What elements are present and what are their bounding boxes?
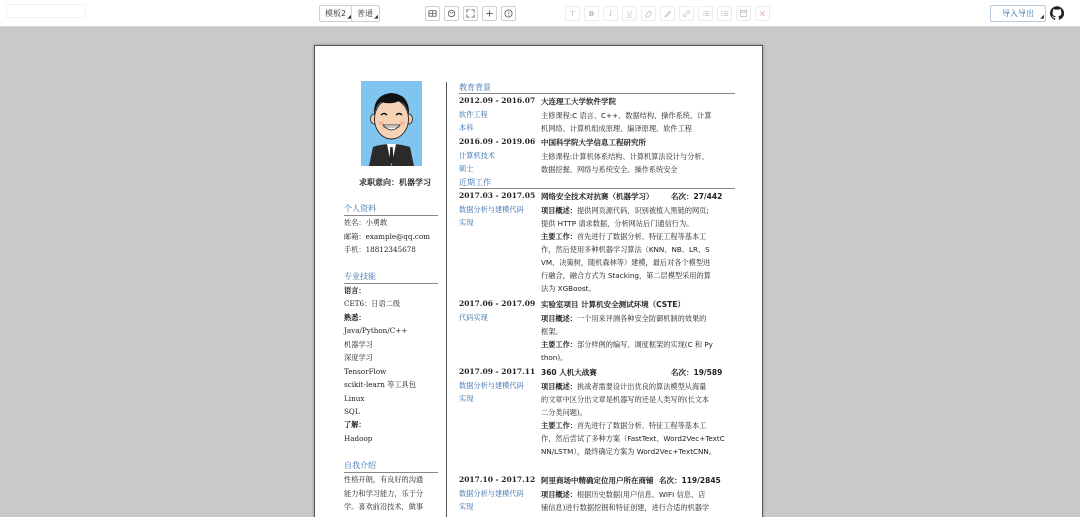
avatar bbox=[361, 81, 422, 166]
skill-line: TensorFlow bbox=[344, 367, 387, 376]
desc-line: 二分类问题)。 bbox=[541, 408, 587, 417]
desc-line: 主要工作：首先进行了数据分析、特征工程等基本工 bbox=[541, 421, 707, 430]
work-rank: 名次：19/589 bbox=[671, 368, 723, 377]
text-format-icon[interactable] bbox=[565, 6, 580, 21]
skill-line: Hadoop bbox=[344, 434, 373, 443]
bold-icon[interactable] bbox=[584, 6, 599, 21]
job-target: 求职意向：机器学习 bbox=[359, 178, 431, 187]
filename-input[interactable] bbox=[6, 4, 86, 18]
resume-page[interactable] bbox=[314, 45, 763, 517]
work-role: 数据分析与建模代码 bbox=[459, 381, 524, 390]
edu-school: 大连理工大学软件学院 bbox=[541, 97, 616, 106]
intro-line: 性格开朗，有良好的沟通 bbox=[344, 475, 424, 484]
work-rank: 名次：119/2845 bbox=[659, 476, 721, 485]
desc-line: 主要工作：首先进行了数据分析、特征工程等基本工 bbox=[541, 232, 707, 241]
desc-line: NN/LSTM），最终确定方案为 Word2Vec+TextCNN。 bbox=[541, 447, 716, 456]
edu-date: 2016.09 - 2019.06 bbox=[459, 137, 536, 146]
skill-line: 熟悉： bbox=[344, 313, 366, 322]
edu-courses bbox=[541, 109, 735, 135]
work-title: 阿里商场中精确定位用户所在商铺 bbox=[541, 476, 654, 485]
desc-line: 作，然后使用多种机器学习算法（KNN、NB、LR、S bbox=[541, 245, 710, 254]
personal-phone: 手机：18812345678 bbox=[344, 245, 416, 254]
desc-line: 提供 HTTP 请求数据，分析网站后门通信行为。 bbox=[541, 219, 694, 228]
italic-icon[interactable] bbox=[603, 6, 618, 21]
template-select-label: 模板2 bbox=[325, 9, 347, 18]
desc-line: 项目概述：挑战者需要设计出优良的算法模型从海量 bbox=[541, 382, 707, 391]
edu-date: 2012.09 - 2016.07 bbox=[459, 96, 536, 105]
skill-line: 机器学习 bbox=[344, 340, 373, 349]
personal-email: 邮箱：example@qq.com bbox=[344, 232, 430, 241]
desc-line: 项目概述：提供网页源代码，识别被植入黑链的网页; bbox=[541, 206, 709, 215]
desc-line: 框架。 bbox=[541, 327, 563, 336]
desc-line: 项目概述：根据历史数据(用户信息、WIFI 信息、店 bbox=[541, 490, 706, 499]
svg-text:?: ? bbox=[507, 11, 510, 18]
desc-line: 作，然后尝试了多种方案（FastText、Word2Vec+TextC bbox=[541, 434, 725, 443]
table-icon[interactable] bbox=[425, 6, 440, 21]
section-title-work: 近期工作 bbox=[459, 177, 735, 189]
caret-down-icon: ◢ bbox=[1040, 14, 1044, 20]
work-desc bbox=[541, 488, 735, 514]
template-select[interactable] bbox=[319, 5, 353, 22]
eraser-icon[interactable] bbox=[641, 6, 656, 21]
edu-major: 计算机技术 bbox=[459, 151, 495, 160]
svg-text:U: U bbox=[627, 10, 632, 18]
skill-line: Java/Python/C++ bbox=[344, 326, 408, 335]
work-title: 实验室项目 计算机安全测试环境（CSTE） bbox=[541, 300, 685, 309]
work-title: 360 人机大战赛 bbox=[541, 368, 597, 377]
pen-icon[interactable] bbox=[660, 6, 675, 21]
skill-line: scikit-learn 等工具包 bbox=[344, 380, 416, 389]
github-icon[interactable] bbox=[1050, 6, 1064, 20]
fullscreen-icon[interactable] bbox=[463, 6, 478, 21]
editor-toolbar bbox=[0, 0, 1080, 27]
edu-degree: 硕士 bbox=[459, 164, 474, 173]
desc-line: thon)。 bbox=[541, 353, 568, 362]
desc-line: 的文章中区分出文章是机器写的还是人类写的(长文本 bbox=[541, 395, 710, 404]
svg-text:1: 1 bbox=[702, 10, 705, 14]
edu-degree: 本科 bbox=[459, 123, 474, 132]
work-desc bbox=[541, 312, 735, 364]
work-role: 实现 bbox=[459, 502, 474, 511]
work-desc bbox=[541, 204, 735, 295]
work-date: 2017.06 - 2017.09 bbox=[459, 299, 536, 308]
section-title-skills: 专业技能 bbox=[344, 271, 438, 284]
skill-line: 语言： bbox=[344, 286, 366, 295]
close-icon[interactable] bbox=[755, 6, 770, 21]
section-title-personal: 个人资料 bbox=[344, 203, 438, 216]
edu-courses bbox=[541, 150, 735, 176]
skill-line: Linux bbox=[344, 394, 365, 403]
skill-line: 深度学习 bbox=[344, 353, 373, 362]
skill-line: 了解： bbox=[344, 420, 366, 429]
work-role: 实现 bbox=[459, 218, 474, 227]
intro-line: 能力和学习能力，乐于分 bbox=[344, 489, 424, 498]
underline-icon[interactable] bbox=[622, 6, 637, 21]
section-title-education: 教育背景 bbox=[459, 82, 735, 94]
desc-line: 法为 XGBoost。 bbox=[541, 284, 596, 293]
work-rank: 名次：27/442 bbox=[671, 192, 723, 201]
section-title-intro: 自我介绍 bbox=[344, 460, 438, 473]
svg-text:I: I bbox=[609, 9, 612, 18]
svg-text:B: B bbox=[588, 9, 595, 18]
svg-text:2: 2 bbox=[702, 14, 705, 18]
work-desc bbox=[541, 380, 735, 458]
mode-select-label: 普通 bbox=[357, 9, 373, 18]
work-role: 代码实现 bbox=[459, 313, 488, 322]
skill-line: SQL bbox=[344, 407, 360, 416]
add-icon[interactable] bbox=[482, 6, 497, 21]
work-role: 数据分析与建模代码 bbox=[459, 489, 524, 498]
work-date: 2017.09 - 2017.11 bbox=[459, 367, 536, 376]
desc-line: 行融合，融合方式为 Stacking，第二层模型采用的算 bbox=[541, 271, 711, 280]
personal-name: 姓名：小勇敢 bbox=[344, 218, 388, 227]
desc-line: 机网络、计算机组成原理、编译原理、软件工程 bbox=[541, 124, 692, 133]
work-role: 数据分析与建模代码 bbox=[459, 205, 524, 214]
help-icon[interactable] bbox=[501, 6, 516, 21]
work-role: 实现 bbox=[459, 394, 474, 403]
ordered-list-icon[interactable] bbox=[698, 6, 713, 21]
caret-down-icon: ◢ bbox=[374, 14, 378, 20]
work-date: 2017.03 - 2017.05 bbox=[459, 191, 536, 200]
desc-line: VM、决策树，随机森林等）建模，最后对各个模型进 bbox=[541, 258, 711, 267]
work-date: 2017.10 - 2017.12 bbox=[459, 475, 536, 484]
desc-line: 数据挖掘、网络与系统安全、操作系统安全 bbox=[541, 165, 678, 174]
edu-school: 中国科学院大学信息工程研究所 bbox=[541, 138, 646, 147]
skill-line: CET6：日语二级 bbox=[344, 299, 401, 308]
link-icon[interactable] bbox=[679, 6, 694, 21]
palette-icon[interactable] bbox=[444, 6, 459, 21]
desc-line: 主要工作：部分样例的编写、调度框架的实现(C 和 Py bbox=[541, 340, 713, 349]
work-title: 网络安全技术对抗赛（机器学习） bbox=[541, 192, 654, 201]
import-export-button[interactable] bbox=[990, 5, 1046, 22]
desc-line: 主修课程:计算机体系结构、计算机算法设计与分析、 bbox=[541, 152, 709, 161]
import-export-label: 导入导出 bbox=[1002, 9, 1034, 18]
caret-down-icon: ◢ bbox=[347, 14, 352, 20]
column-divider bbox=[446, 82, 447, 517]
intro-line: 学。喜欢前沿技术，做事 bbox=[344, 502, 424, 511]
mode-select[interactable] bbox=[351, 5, 380, 22]
edu-major: 软件工程 bbox=[459, 110, 488, 119]
desc-line: 主修课程:C 语言、C++、数据结构、操作系统、计算 bbox=[541, 111, 712, 120]
desc-line: 铺信息)进行数据挖掘和特征创建，进行合适的机器学 bbox=[541, 503, 710, 512]
unordered-list-icon[interactable] bbox=[717, 6, 732, 21]
svg-text:T: T bbox=[570, 9, 575, 18]
save-icon[interactable] bbox=[736, 6, 751, 21]
desc-line: 项目概述：一个用来评测各种安全防御机制的效果的 bbox=[541, 314, 707, 323]
